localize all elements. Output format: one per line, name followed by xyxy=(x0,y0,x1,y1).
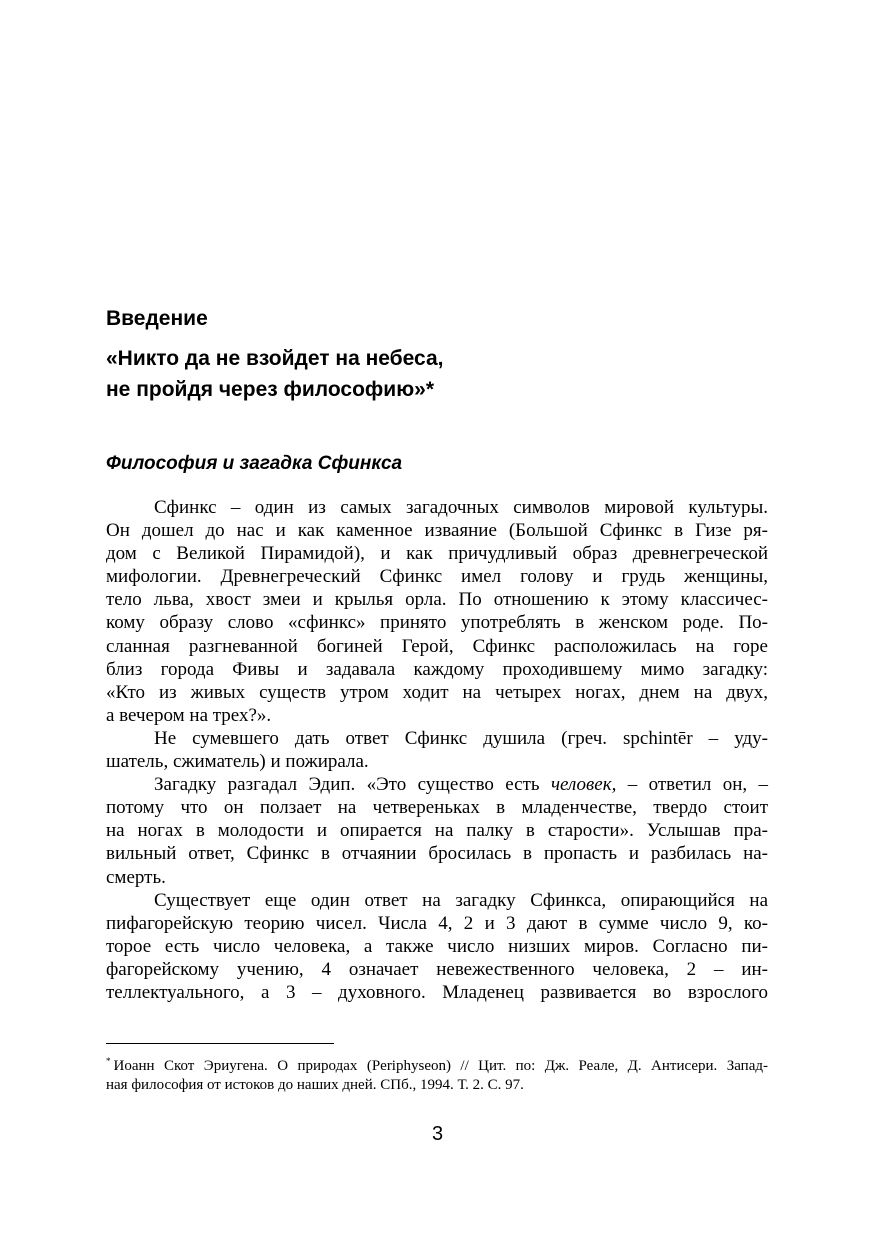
text-line: «Кто из живых существ утром ходит на четырех ногах, днем на двух, xyxy=(106,681,768,703)
text-line: теллектуального, а 3 – духовного. Младенец развивается во взрослого xyxy=(106,981,768,1003)
text-line: Не сумевшего дать ответ Сфинкс душила (греч. spchintēr – уду- xyxy=(154,727,768,749)
text-line: фагорейскому учению, 4 означает невежественного человека, 2 – ин- xyxy=(106,958,768,980)
text-line: сланная разгневанной богиней Герой, Сфинкс расположилась на горе xyxy=(106,635,768,657)
section-title: Философия и загадка Сфинкса xyxy=(106,453,403,474)
text-line: на ногах в молодости и опирается на палку в старости». Услышав пра- xyxy=(106,820,768,842)
text-fragment: Загадку разгадал Эдип. «Это существо есть xyxy=(154,774,540,796)
text-line: Существует еще один ответ на загадку Сфинкса, опирающийся на xyxy=(154,889,768,911)
chapter-heading: Введение xyxy=(106,307,208,330)
text-line: пифагорейскую теорию чисел. Числа 4, 2 и 3 дают в сумме число 9, ко- xyxy=(106,912,768,934)
italic-term: человек, xyxy=(550,774,617,796)
text-line: смерть. xyxy=(106,866,166,888)
footnote-line-2: ная философия от истоков до наших дней. СПб., 1994. Т. 2. С. 97. xyxy=(106,1077,524,1093)
text-line: потому что он ползает на четвереньках в младенчестве, твердо стоит xyxy=(106,797,768,819)
footnote-marker: * xyxy=(106,1056,111,1066)
body-text xyxy=(106,496,768,1004)
text-line: близ города Фивы и задавала каждому проходившему мимо загадку: xyxy=(106,658,768,680)
text-fragment: – ответил он, – xyxy=(627,774,769,796)
text-line: торое есть число человека, а также число низших миров. Согласно пи- xyxy=(106,935,768,957)
text-line: вильный ответ, Сфинкс в отчаянии бросилась в пропасть и разбилась на- xyxy=(106,843,768,865)
text-line: дом с Великой Пирамидой), и как причудливый образ древнегреческой xyxy=(106,543,768,565)
text-line: тело льва, хвост змеи и крылья орла. По отношению к этому классичес- xyxy=(106,589,768,611)
epigraph xyxy=(106,343,444,405)
text-line: шатель, сжиматель) и пожирала. xyxy=(106,751,369,773)
footnote-text: Иоанн Скот Эриугена. О природах (Periphyseon) // Цит. по: Дж. Реале, Д. Антисери. Запад- xyxy=(113,1058,768,1074)
epigraph-line-2: не пройдя через философию»* xyxy=(106,378,434,401)
text-line xyxy=(106,773,768,796)
text-line: а вечером на трех?». xyxy=(106,704,272,726)
page-number: 3 xyxy=(431,1123,444,1145)
text-line: Он дошел до нас и как каменное изваяние (Большой Сфинкс в Гизе ря- xyxy=(106,520,768,542)
text-line: мифологии. Древнегреческий Сфинкс имел голову и грудь женщины, xyxy=(106,566,768,588)
footnote xyxy=(106,1052,768,1095)
epigraph-line-1: «Никто да не взойдет на небеса, xyxy=(106,347,444,370)
footnote-line-1 xyxy=(106,1052,768,1076)
text-line: кому образу слово «сфинкс» принято употреблять в женском роде. По- xyxy=(106,612,768,634)
footnote-divider xyxy=(106,1043,334,1044)
text-line: Сфинкс – один из самых загадочных символов мировой культуры. xyxy=(154,497,768,518)
